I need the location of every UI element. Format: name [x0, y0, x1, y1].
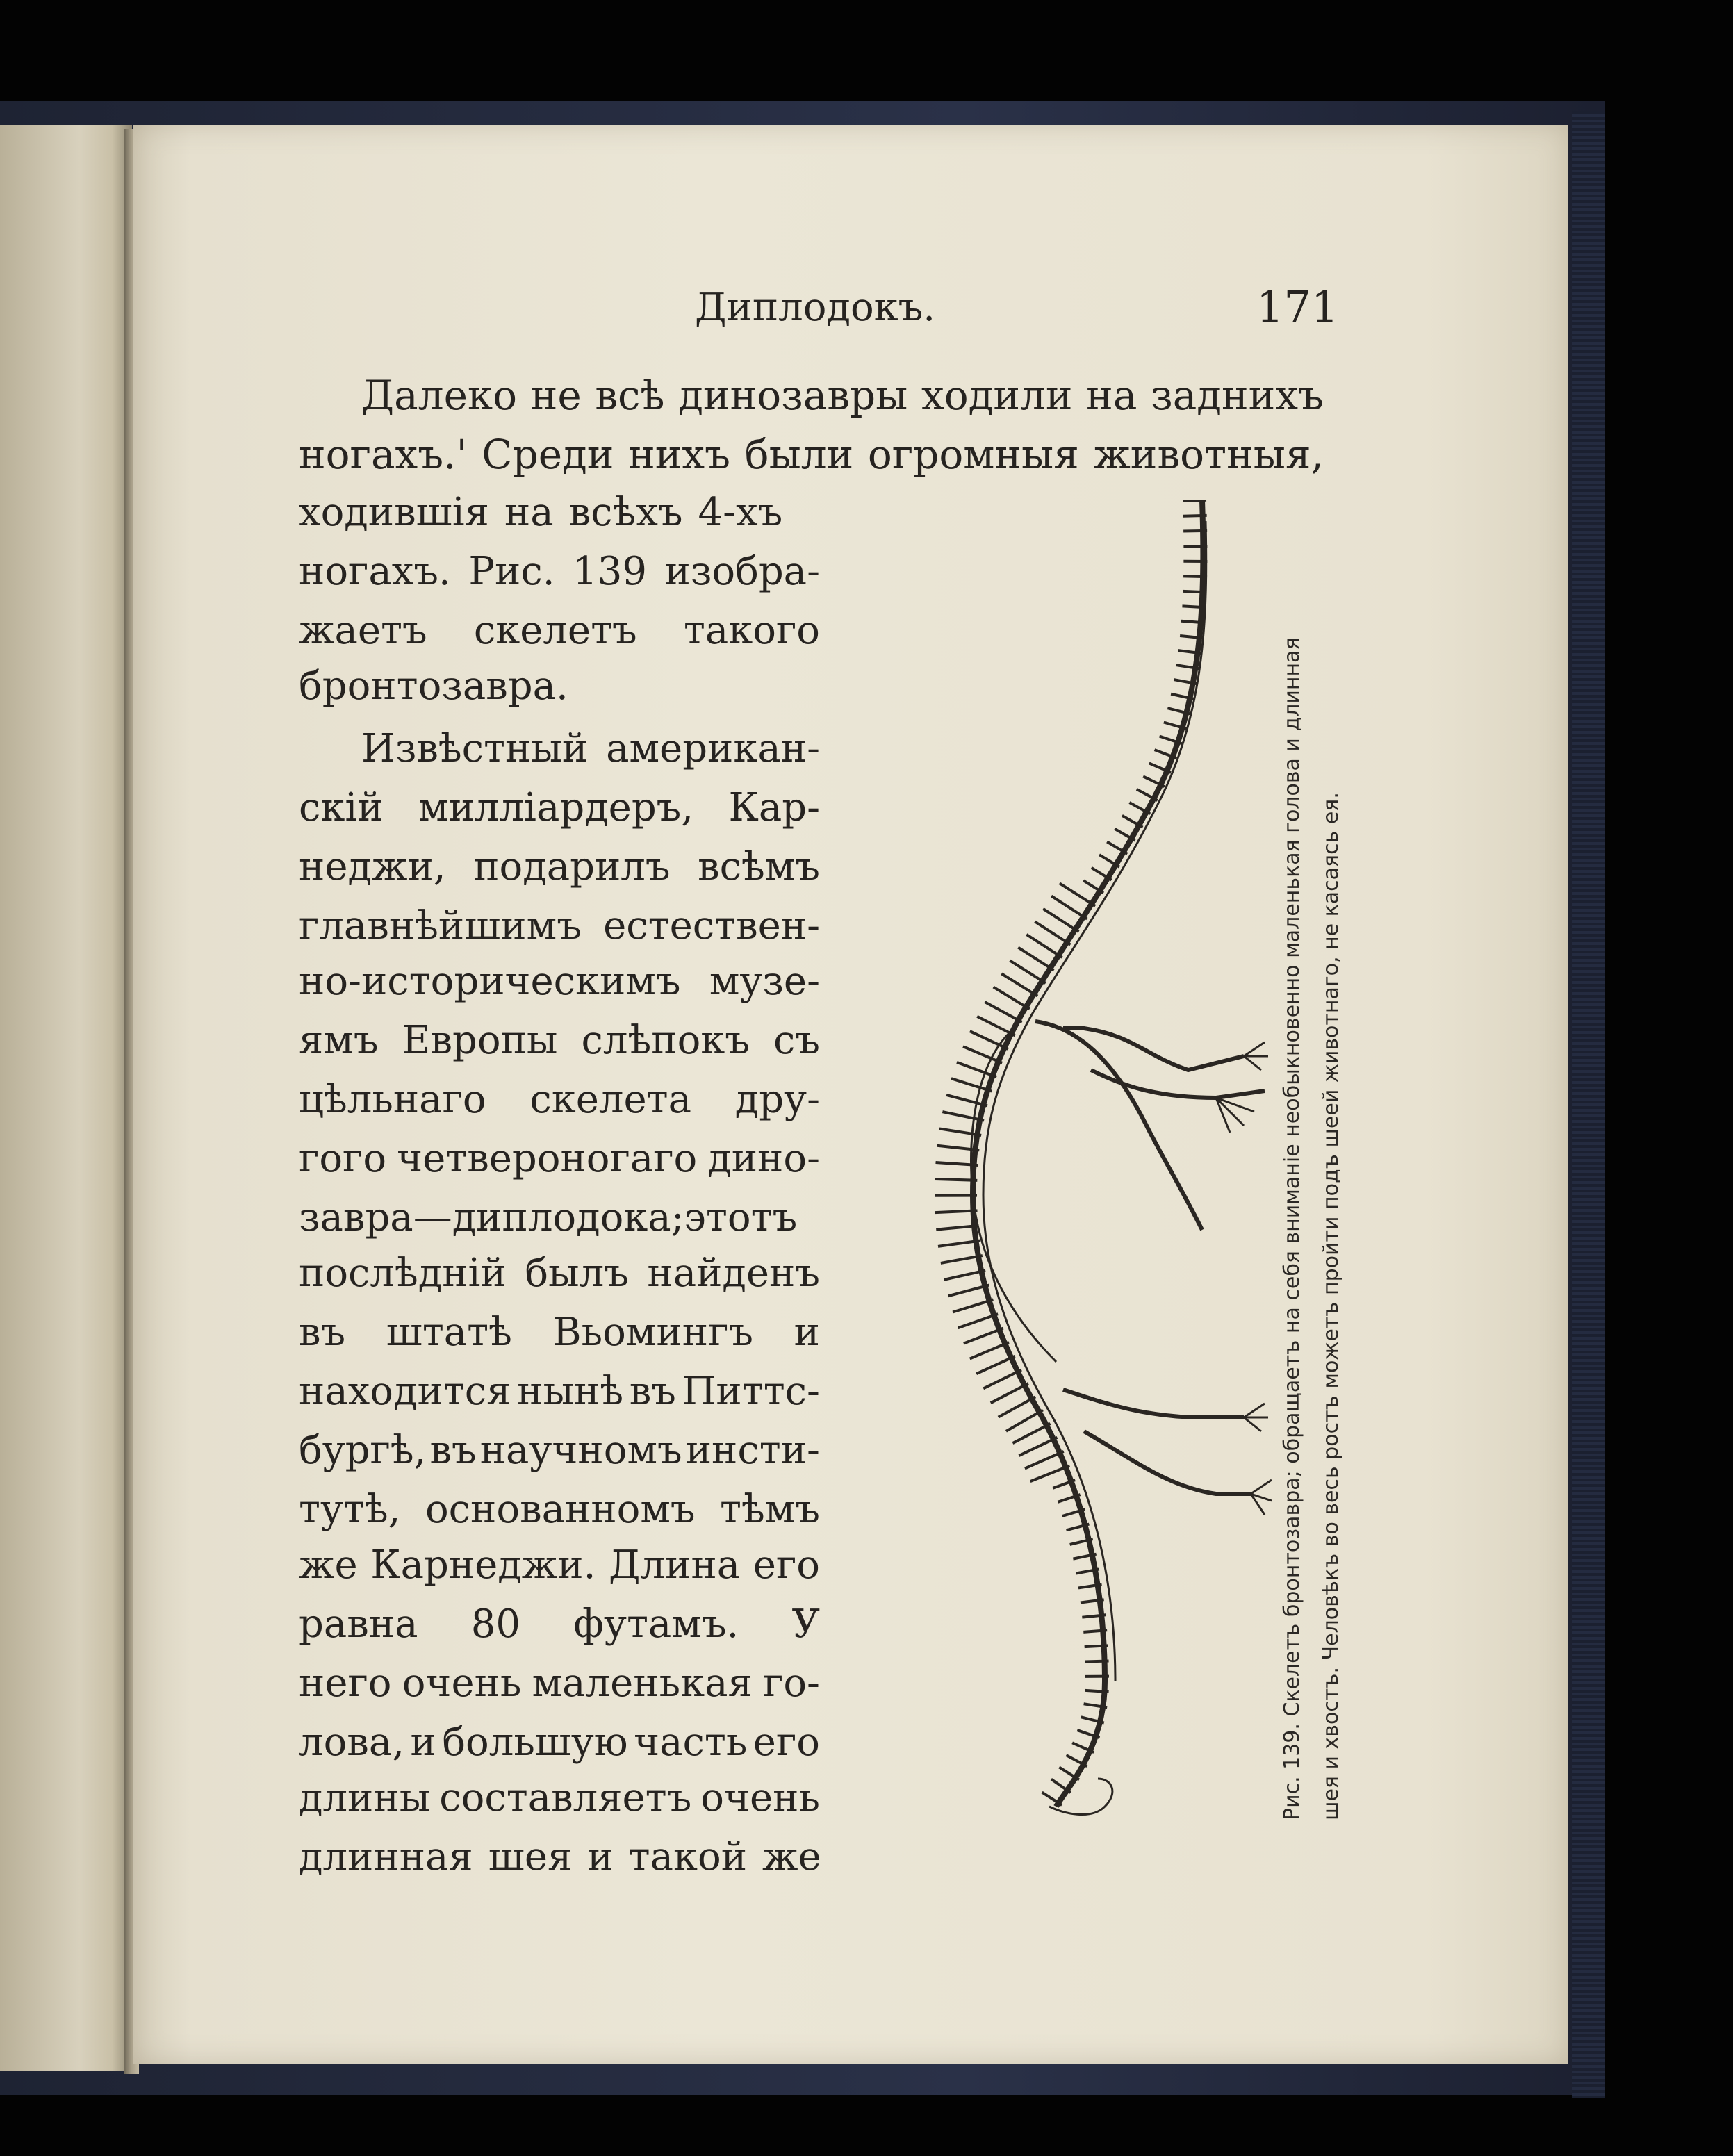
text-line: Извѣстный американ- [361, 726, 820, 771]
running-header: Диплодокъ. [695, 285, 936, 330]
text-line: же Карнеджи. Длина его [299, 1542, 820, 1588]
text-line: находится нынѣ въ Питтс- [299, 1369, 820, 1414]
text-line: завра—диплодока;этотъ [299, 1195, 798, 1240]
text-line: въ штатѣ Вьомингъ и [299, 1310, 820, 1355]
text-line: но-историческимъ музе- [299, 959, 820, 1004]
text-line: равна 80 футамъ. У [299, 1602, 820, 1647]
text-line: гого четвероногаго дино- [299, 1136, 820, 1181]
brontosaurus-skeleton-illustration [855, 500, 1272, 1890]
caption-line-1: Рис. 139. Скелетъ бронтозавра; обращаетъ на себя вниманіе необыкновенно маленькая голова и длинная [1280, 637, 1304, 1820]
text-line: жаетъ скелетъ такого [299, 608, 820, 653]
text-line: тутѣ, основанномъ тѣмъ [299, 1487, 820, 1532]
left-page [0, 125, 132, 2071]
cover-edge [1572, 111, 1605, 2098]
text-line: ямъ Европы слѣпокъ съ [299, 1018, 820, 1063]
text-line: скій милліардеръ, Кар- [299, 785, 820, 830]
figure-caption [1273, 500, 1351, 1820]
text-line: бургѣ, въ научномъ инсти- [299, 1428, 820, 1473]
text-line: главнѣйшимъ естествен- [299, 903, 820, 948]
text-line: цѣльнаго скелета дру- [299, 1077, 820, 1122]
caption-line-2: шея и хвостъ. Человѣкъ во весь ростъ можетъ пройти подъ шеей животнаго, не касаясь ея. [1319, 792, 1343, 1820]
text-line: ходившія на всѣхъ 4-хъ [299, 490, 783, 535]
text-line: Далеко не всѣ динозавры ходили на заднихъ [361, 372, 1324, 419]
text-line: послѣдній былъ найденъ [299, 1251, 820, 1296]
text-line: бронтозавра. [299, 664, 568, 709]
page-number: 171 [1256, 281, 1339, 332]
text-line: длинная шея и такой же [299, 1834, 821, 1879]
text-line: него очень маленькая го- [299, 1661, 820, 1706]
text-line: неджи, подарилъ всѣмъ [299, 844, 820, 889]
text-line: ногахъ.' Среди нихъ были огромныя животныя, [299, 431, 1324, 478]
text-line: лова, и большую часть его [299, 1720, 820, 1765]
text-line: длины составляетъ очень [299, 1775, 820, 1820]
text-line: ногахъ. Рис. 139 изобра- [299, 549, 820, 594]
